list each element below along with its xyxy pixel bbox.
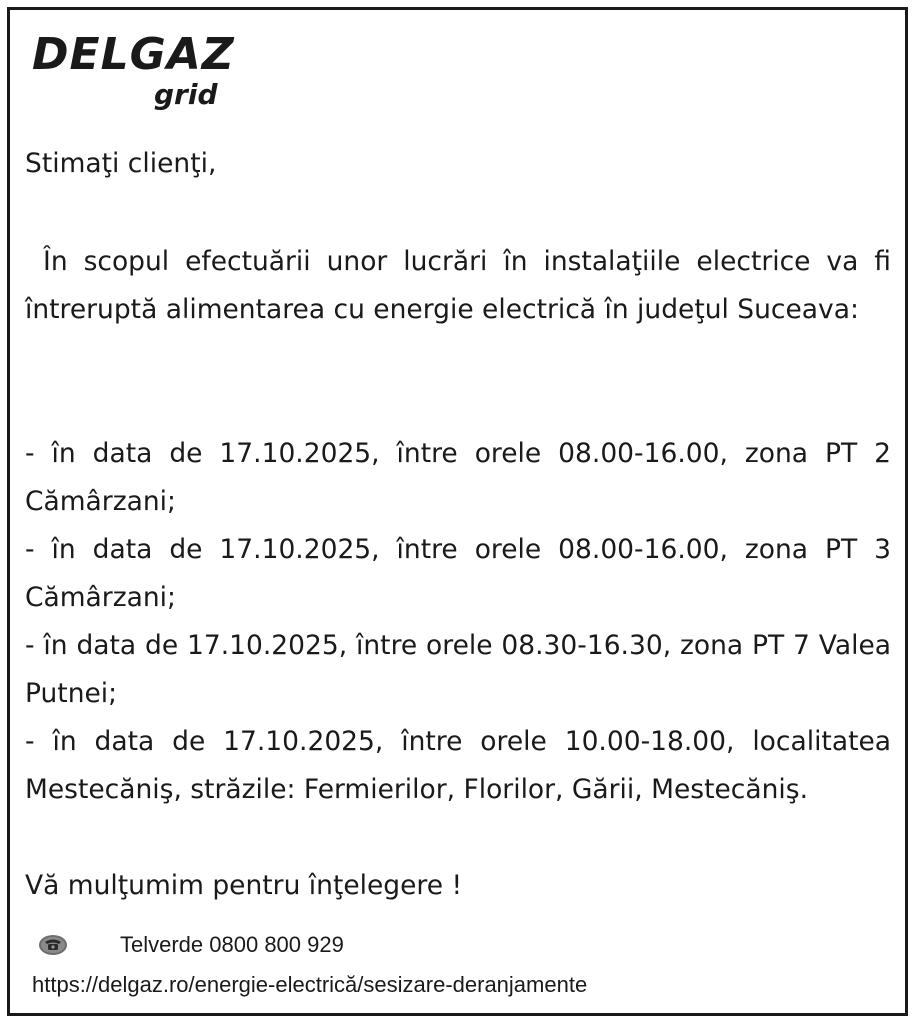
outage-item: - în data de 17.10.2025, între orele 10.00-18.00, localitatea Mestecăniş, străzile: Fermierilor, Florilor, Gării, Mestecăniş.	[25, 726, 891, 805]
logo-brand: DELGAZ	[32, 29, 235, 80]
delgaz-grid-logo	[32, 30, 242, 120]
logo-sub: grid	[154, 78, 218, 111]
outage-list	[25, 430, 891, 814]
notice-frame	[7, 7, 908, 1016]
thanks-line: Vă mulţumim pentru înţelegere !	[25, 870, 463, 901]
report-url: https://delgaz.ro/energie-electrică/sesizare-deranjamente	[32, 972, 588, 997]
outage-item: - în data de 17.10.2025, între orele 08.30-16.30, zona PT 7 Valea Putnei;	[25, 630, 891, 709]
phone-number: Telverde 0800 800 929	[120, 932, 344, 957]
telephone-icon	[38, 934, 68, 956]
greeting: Stimaţi clienţi,	[25, 148, 217, 179]
intro-paragraph: În scopul efectuării unor lucrări în instalaţiile electrice va fi întreruptă alimentarea cu energie electrică în judeţul Suceava:	[25, 246, 891, 325]
outage-item: - în data de 17.10.2025, între orele 08.00-16.00, zona PT 3 Cămârzani;	[25, 534, 891, 613]
phone-row	[32, 928, 892, 962]
outage-item: - în data de 17.10.2025, între orele 08.00-16.00, zona PT 2 Cămârzani;	[25, 438, 891, 517]
